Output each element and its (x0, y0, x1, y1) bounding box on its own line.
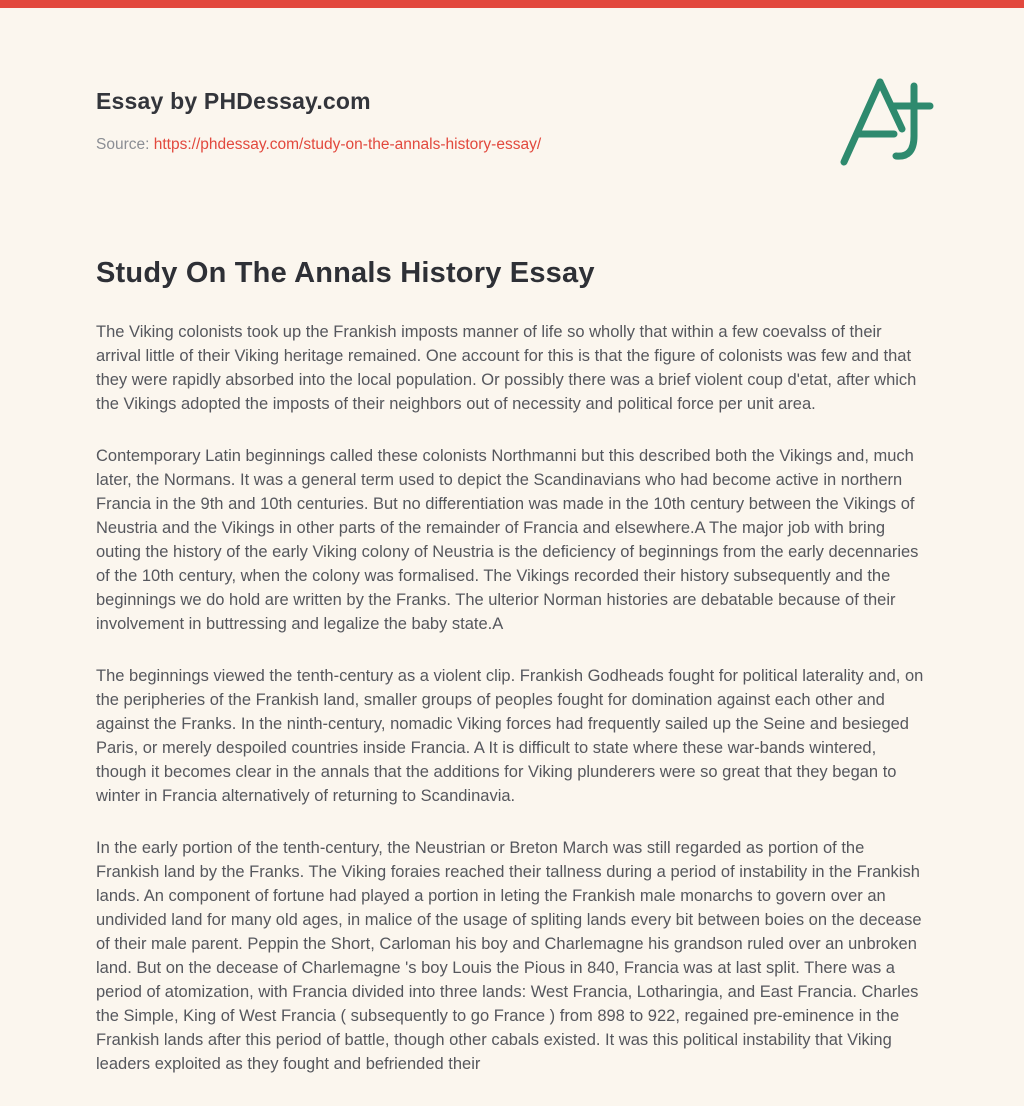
header-text-block (96, 80, 541, 154)
essay-page (0, 8, 1024, 1106)
page-header (96, 80, 928, 169)
essay-paragraph: The Viking colonists took up the Frankish imposts manner of life so wholly that within a few coevalss of their arrival little of their Viking heritage remained. One account for this is that the figure of colonists was few and that they were rapidly absorbed into the local population. Or possibly there was a brief violent coup d'etat, after which the Vikings adopted the imposts of their neighbors out of necessity and political force per unit area. (96, 323, 917, 413)
source-label: Source: (96, 136, 150, 153)
essay-paragraph: Contemporary Latin beginnings called these colonists Northmanni but this described both the Vikings and, much later, the Normans. It was a general term used to depict the Scandinavians who had become active in northern Francia in the 9th and 10th centuries. But no differentiation was made in the 10th century between the Vikings of Neustria and the Vikings in other parts of the remainder of Francia and elsewhere.A The major job with bring outing the history of the early Viking colony of Neustria is the deficiency of beginnings from the early decennaries of the 10th century, when the colony was formalised. The Vikings recorded their history subsequently and the beginnings we do hold are written by the Franks. The ulterior Norman histories are debatable because of their involvement in buttressing and legalize the baby state.A (96, 447, 919, 633)
essay-paragraph: The beginnings viewed the tenth-century as a violent clip. Frankish Godheads fought for political laterality and, on the peripheries of the Frankish land, smaller groups of peoples fought for domination against each other and against the Franks. In the ninth-century, nomadic Viking forces had frequently sailed up the Seine and besieged Paris, or merely despoiled countries inside Francia. A It is difficult to state where these war-bands wintered, though it becomes clear in the annals that the additions for Viking plunderers were so great that they began to winter in Francia alternatively of returning to Scandinavia. (96, 667, 924, 805)
essay-body (96, 320, 928, 1076)
phdessay-a-plus-logo-icon (834, 74, 934, 169)
essay-paragraph: In the early portion of the tenth-century, the Neustrian or Breton March was still regarded as portion of the Frankish land by the Franks. The Viking foraies reached their tallness during a period of instability in the Frankish lands. An component of fortune had played a portion in leting the Frankish male monarchs to govern over an undivided land for many old ages, in malice of the usage of spliting lands every bit between boies on the decease of their male parent. Peppin the Short, Carloman his boy and Charlemagne his grandson ruled over an unbroken land. But on the decease of Charlemagne 's boy Louis the Pious in 840, Francia was at last split. There was a period of atomization, with Francia divided into three lands: West Francia, Lotharingia, and East Francia. Charles the Simple, King of West Francia ( subsequently to go France ) from 898 to 922, regained pre-eminence in the Frankish lands after this period of battle, though other cabals existed. It was this political instability that Viking leaders exploited as they fought and befriended their (96, 839, 922, 1073)
source-line (96, 136, 541, 154)
brand-title: Essay by PHDessay.com (96, 88, 371, 114)
source-url-link[interactable]: https://phdessay.com/study-on-the-annals-history-essay/ (153, 136, 542, 153)
top-accent-bar (0, 0, 1024, 8)
page-title: Study On The Annals History Essay (96, 257, 595, 289)
